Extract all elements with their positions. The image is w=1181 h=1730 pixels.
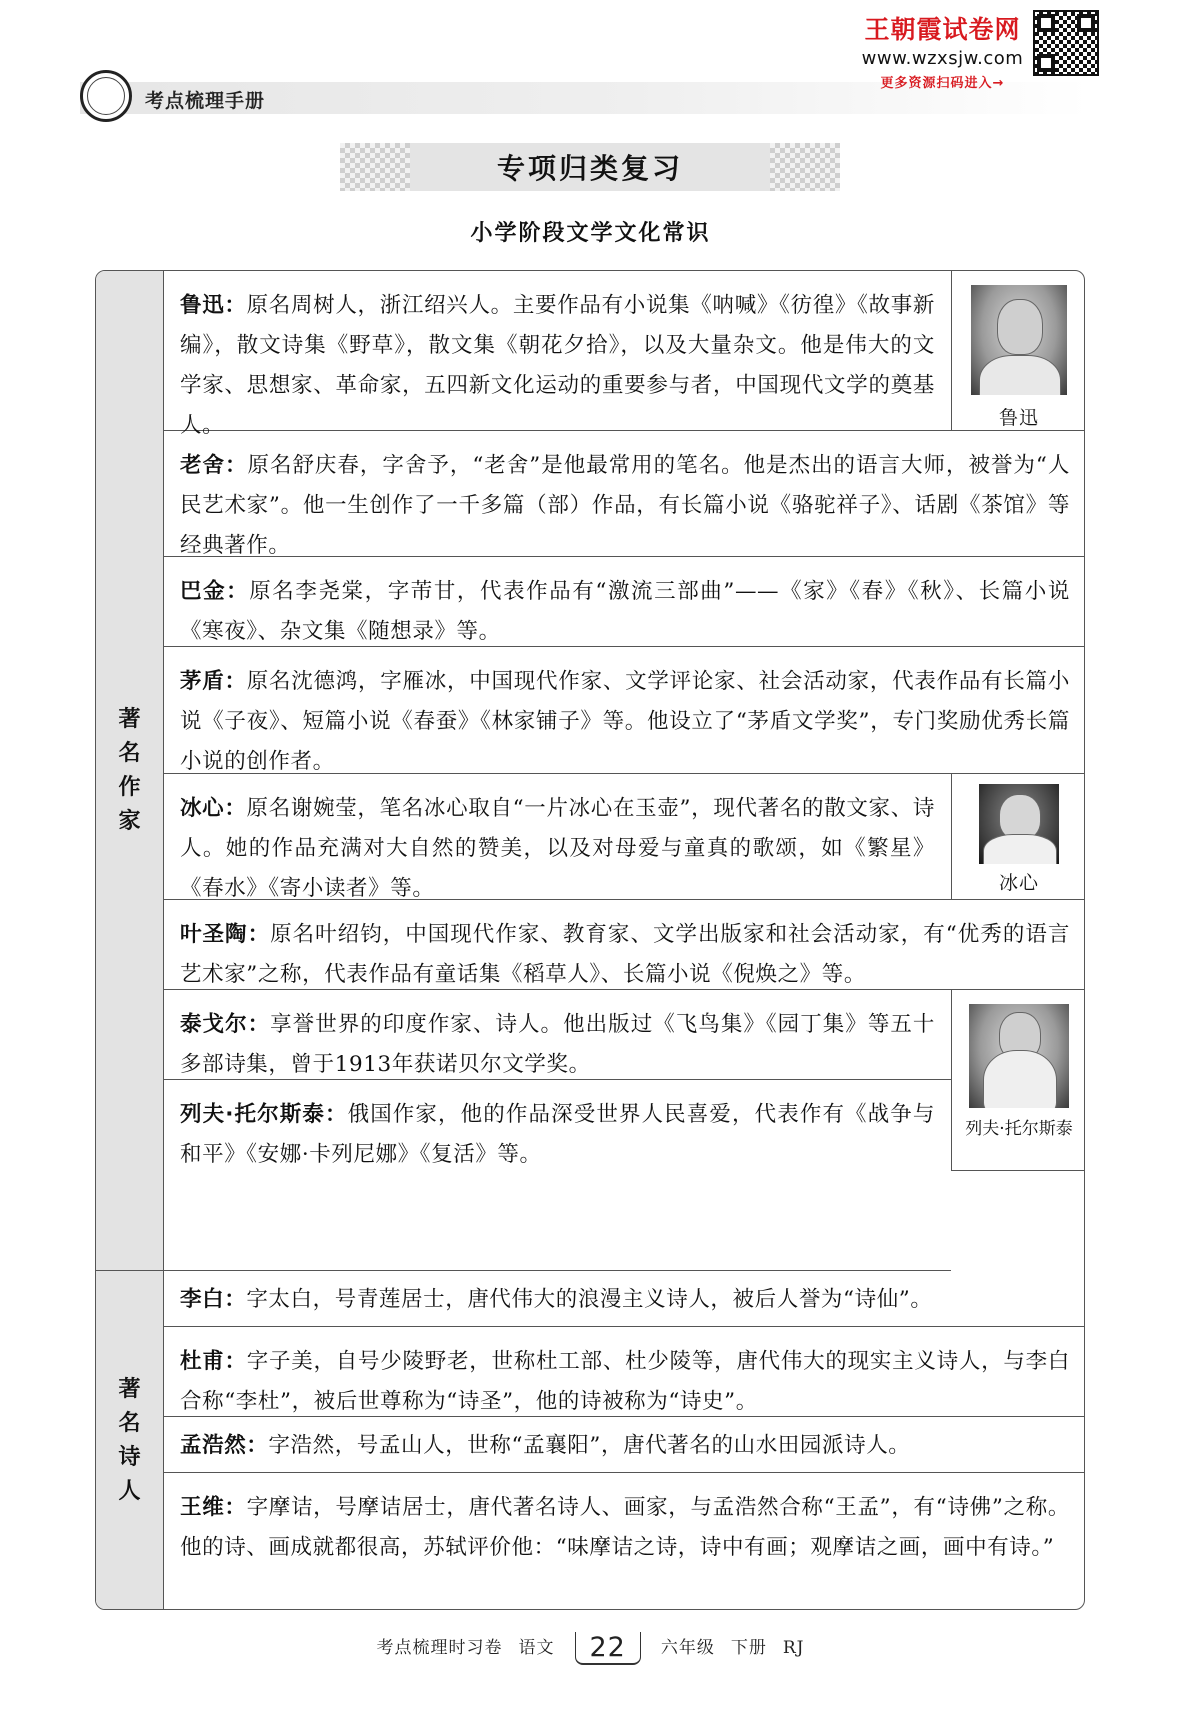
entry-tolstoy (164, 1080, 951, 1271)
entry-name: 李白： (180, 1287, 247, 1312)
photo-cell-bingxin (951, 774, 1085, 900)
brand-block[interactable] (855, 10, 1030, 91)
entry-name: 列夫·托尔斯泰： (180, 1102, 348, 1127)
entry-text: 字子美，自号少陵野老，世称杜工部、杜少陵等，唐代伟大的现实主义诗人，与李白合称“李杜”，被后世尊称为“诗圣”，他的诗被称为“诗史”。 (180, 1349, 1070, 1414)
footer-book: 考点梳理时习卷 (376, 1638, 503, 1658)
category-authors (96, 271, 164, 1271)
entry-laoshe (164, 431, 1085, 557)
entry-bingxin (164, 774, 951, 900)
entry-bajin (164, 557, 1085, 647)
handbook-title: 考点梳理手册 (145, 90, 266, 112)
brand-tip: 更多资源扫码进入→ (880, 76, 1005, 91)
entry-name: 孟浩然： (180, 1433, 269, 1458)
category-poets (96, 1271, 164, 1610)
category-poets-label: 著名诗人 (118, 1377, 141, 1504)
photo-caption: 鲁迅 (998, 407, 1039, 429)
portrait-bingxin (979, 784, 1059, 864)
footer-volume: 下册 (730, 1638, 767, 1658)
entry-text: 字摩诘，号摩诘居士，唐代著名诗人、画家，与孟浩然合称“王孟”，有“诗佛”之称。他的诗、画成就都很高，苏轼评价他：“味摩诘之诗，诗中有画；观摩诘之画，画中有诗。” (180, 1495, 1070, 1560)
entry-name: 泰戈尔： (180, 1012, 271, 1037)
entry-libai (164, 1271, 1085, 1327)
entry-text: 原名叶绍钧，中国现代作家、教育家、文学出版家和社会活动家，有“优秀的语言艺术家”之称，代表作品有童话集《稻草人》、长篇小说《倪焕之》等。 (180, 922, 1070, 987)
entry-luxun (164, 271, 951, 438)
page-subtitle: 小学阶段文学文化常识 (470, 221, 711, 246)
portrait-tolstoy (969, 1004, 1069, 1108)
photo-cell-luxun (951, 271, 1085, 431)
page-footer (0, 1632, 1181, 1665)
page-number: 22 (575, 1632, 641, 1665)
footer-subject: 语文 (518, 1638, 555, 1658)
entry-text: 俄国作家，他的作品深受世界人民喜爱，代表作有《战争与和平》《安娜·卡列尼娜》《复活》等。 (180, 1102, 936, 1167)
photo-cell-tolstoy (951, 990, 1085, 1171)
logo-seal-icon (87, 77, 125, 115)
brand-url[interactable]: www.wzxsjw.com (861, 48, 1024, 69)
entry-text: 原名谢婉莹，笔名冰心取自“一片冰心在玉壶”，现代著名的散文家、诗人。她的作品充满对大自然的赞美，以及对母爱与童真的歌颂，如《繁星》《春水》《寄小读者》等。 (180, 796, 935, 901)
entry-text: 字太白，号青莲居士，唐代伟大的浪漫主义诗人，被后人誉为“诗仙”。 (246, 1287, 933, 1312)
entry-text: 原名沈德鸿，字雁冰，中国现代作家、文学评论家、社会活动家，代表作品有长篇小说《子夜》、短篇小说《春蚕》《林家铺子》等。他设立了“茅盾文学奖”，专门奖励优秀长篇小说的创作者。 (180, 669, 1070, 774)
entry-name: 老舍： (180, 453, 248, 478)
entry-name: 杜甫： (180, 1349, 247, 1374)
entry-text: 原名李尧棠，字芾甘，代表作品有“激流三部曲”——《家》《春》《秋》、长篇小说《寒夜》、杂文集《随想录》等。 (180, 579, 1070, 644)
photo-caption: 列夫·托尔斯泰 (965, 1119, 1073, 1139)
entry-name: 王维： (180, 1495, 247, 1520)
entry-name: 茅盾： (180, 669, 247, 694)
entry-maodun (164, 647, 1085, 774)
knowledge-table (95, 270, 1085, 1610)
entry-yeshengtao (164, 900, 1085, 990)
entry-wangwei (164, 1473, 1085, 1610)
portrait-luxun (971, 285, 1067, 395)
entry-text: 原名舒庆春，字舍予，“老舍”是他最常用的笔名。他是杰出的语言大师，被誉为“人民艺术家”。他一生创作了一千多篇（部）作品，有长篇小说《骆驼祥子》、话剧《茶馆》等经典著作。 (180, 453, 1070, 558)
entry-menghaoran (164, 1417, 1085, 1473)
entry-text: 字浩然，号孟山人，世称“孟襄阳”，唐代著名的山水田园派诗人。 (268, 1433, 911, 1458)
category-authors-label: 著名作家 (118, 706, 141, 834)
footer-edition: RJ (782, 1638, 805, 1658)
entry-name: 冰心： (180, 796, 247, 821)
qr-code-icon[interactable] (1033, 10, 1099, 76)
footer-grade: 六年级 (660, 1638, 715, 1658)
entry-text: 原名周树人，浙江绍兴人。主要作品有小说集《呐喊》《彷徨》《故事新编》，散文诗集《野草》，散文集《朝花夕拾》，以及大量杂文。他是伟大的文学家、思想家、革命家，五四新文化运动的重要参与者，中国现代文学的奠基人。 (180, 293, 936, 438)
publisher-logo (80, 70, 132, 122)
entry-dufu (164, 1327, 1085, 1417)
entry-tagore (164, 990, 951, 1080)
entry-name: 巴金： (180, 579, 250, 604)
entry-text: 享誉世界的印度作家、诗人。他出版过《飞鸟集》《园丁集》等五十多部诗集，曾于1913年获诺贝尔文学奖。 (180, 1012, 935, 1077)
photo-caption: 冰心 (998, 872, 1039, 894)
entry-name: 鲁迅： (180, 293, 247, 318)
entry-name: 叶圣陶： (180, 922, 271, 947)
section-title: 专项归类复习 (410, 143, 770, 191)
brand-name: 王朝霞试卷网 (864, 15, 1021, 44)
